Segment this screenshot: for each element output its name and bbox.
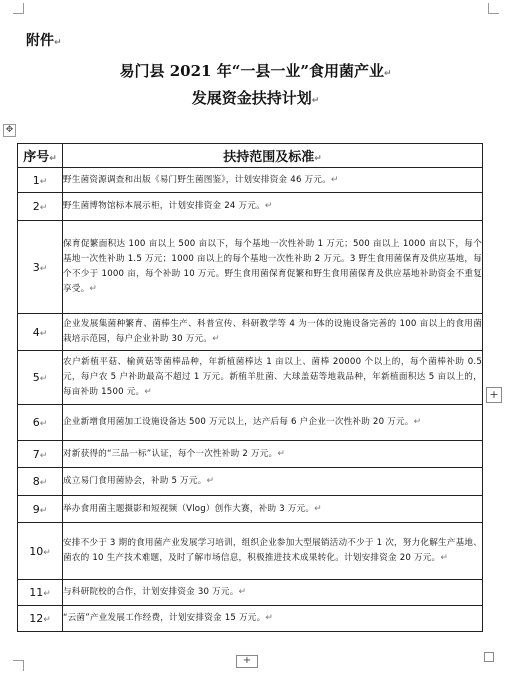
row-text: 举办食用菌主题摄影和短视频（Vlog）创作大赛，补助 3 万元。↵: [63, 496, 483, 523]
page-corner-top-right: [488, 3, 499, 14]
row-text: 与科研院校的合作，计划安排资金 30 万元。↵: [63, 580, 483, 606]
attachment-label: 附件↵: [26, 33, 62, 49]
add-row-button[interactable]: +: [236, 655, 258, 668]
document-title-line-2: 发展资金扶持计划↵: [191, 89, 320, 107]
row-text: “云菌”产业发展工作经费，计划安排资金 15 万元。↵: [63, 606, 483, 632]
row-text: 安排不少于 3 期的食用菌产业发展学习培训，组织企业参加大型展销活动不少于 1 次，努力化解生产基地、菌农的 10 生产技术难题，及时了解市场信息，积极推进技术成果转化。计划安排资金 20 万元。↵: [63, 523, 483, 580]
row-index: 7↵: [18, 441, 63, 468]
page-corner-bottom-left: [13, 660, 24, 671]
funding-plan-table: [17, 143, 483, 632]
row-text: 保育促繁面积达 100 亩以上 500 亩以下，每个基地一次性补助 1 万元；500 亩以上 1000 亩以下，每个基地一次性补助 1.5 万元；1000 亩以上的每个基地一次性补助 2 万元。3 野生食用菌保育及供应基地，每个不少于 1000 亩，每个补助 10 万元。野生食用菌保育促繁和野生食用菌保育及供应基地补助资金不重复享受。↵: [63, 221, 483, 314]
row-index: 1↵: [18, 168, 63, 193]
row-text: 野生菌资源调查和出版《易门野生菌图鉴》，计划安排资金 46 万元。↵: [63, 168, 483, 193]
row-index: 12↵: [18, 606, 63, 632]
table-row: [18, 405, 483, 441]
row-index: 9↵: [18, 496, 63, 523]
table-row: [18, 351, 483, 405]
row-index: 4↵: [18, 314, 63, 351]
table-row: [18, 606, 483, 632]
header-content: 扶持范围及标准↵: [63, 144, 483, 168]
table-row: [18, 523, 483, 580]
row-index: 2↵: [18, 193, 63, 221]
table-row: [18, 221, 483, 314]
add-column-button[interactable]: +: [486, 387, 502, 403]
row-index: 11↵: [18, 580, 63, 606]
row-index: 8↵: [18, 468, 63, 496]
row-text: 农户新植平菇、榆黄菇等菌棒品种，年新植菌棒达 1 亩以上、菌棒 20000 个以上的，每个菌棒补助 0.5 元，每户农 5 户补助最高不超过 1 万元。新植羊肚菌、大球盖菇等地栽品种，年新植面积达 5 亩以上的，每亩补助 1500 元。↵: [63, 351, 483, 405]
table-row: [18, 441, 483, 468]
table-header-row: [18, 144, 483, 168]
row-text: 成立易门食用菌协会，补助 5 万元。↵: [63, 468, 483, 496]
row-index: 5↵: [18, 351, 63, 405]
row-text: 企业发展集菌种繁育、菌棒生产、科普宣传、科研教学等 4 为一体的设施设备完善的 100 亩以上的食用菌栽培示范园，每户企业补助 30 万元。↵: [63, 314, 483, 351]
table-move-handle-icon[interactable]: ✥: [3, 124, 16, 137]
table-row: [18, 468, 483, 496]
table-row: [18, 496, 483, 523]
row-index: 6↵: [18, 405, 63, 441]
row-text: 企业新增食用菌加工设施设备达 500 万元以上，达产后每 6 户企业一次性补助 20 万元。↵: [63, 405, 483, 441]
row-index: 10↵: [18, 523, 63, 580]
row-text: 野生菌博物馆标本展示柜，计划安排资金 24 万元。↵: [63, 193, 483, 221]
table-resize-handle[interactable]: [484, 652, 494, 662]
table-row: [18, 168, 483, 193]
table-row: [18, 580, 483, 606]
header-index: 序号↵: [18, 144, 63, 168]
page-corner-top-left: [13, 3, 24, 14]
table-row: [18, 314, 483, 351]
document-title-line-1: 易门县 2021 年“一县一业”食用菌产业↵: [119, 62, 392, 80]
row-index: 3↵: [18, 221, 63, 314]
row-text: 对新获得的“三品一标”认证，每个一次性补助 2 万元。↵: [63, 441, 483, 468]
table-row: [18, 193, 483, 221]
